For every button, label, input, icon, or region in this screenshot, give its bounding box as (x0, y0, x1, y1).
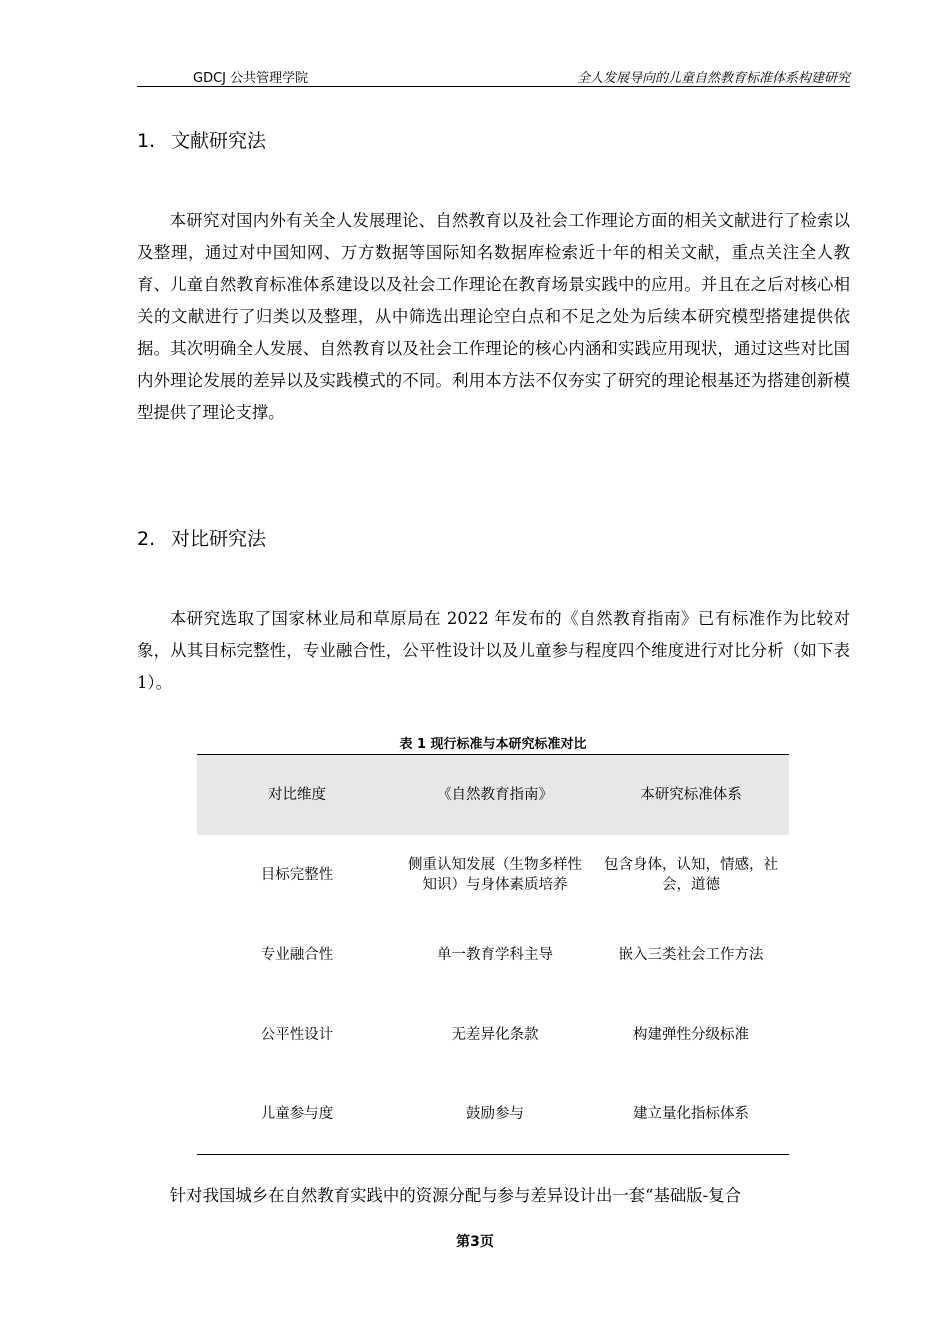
table-cell: 公平性设计 (260, 1026, 334, 1043)
section-title: 对比研究法 (171, 528, 267, 550)
comparison-table (197, 754, 789, 1155)
table-cell: 儿童参与度 (260, 1106, 334, 1123)
closing-paragraph: 针对我国城乡在自然教育实践中的资源分配与参与差异设计出一套“基础版-复合 (169, 1186, 741, 1205)
section-title: 文献研究法 (171, 130, 267, 152)
table-cell: 专业融合性 (260, 946, 334, 963)
table-cell: 包含身体，认知，情感，社会，道德 (604, 856, 778, 893)
table-cell: 建立量化指标体系 (633, 1106, 749, 1123)
header-report-title: 全人发展导向的儿童自然教育标准体系构建研究 (576, 71, 850, 86)
table-header-row (197, 755, 789, 835)
table-header-cell: 《自然教育指南》 (437, 786, 553, 803)
table-cell: 无差异化条款 (451, 1026, 539, 1043)
table-header-cell: 对比维度 (268, 786, 326, 803)
table-caption: 表 1 现行标准与本研究标准对比 (399, 737, 587, 752)
table-row (197, 915, 789, 995)
table-cell: 嵌入三类社会工作方法 (618, 946, 764, 963)
table-row (197, 1075, 789, 1155)
page-number: 第3页 (456, 1234, 494, 1250)
table-cell: 构建弹性分级标准 (633, 1026, 749, 1043)
header-institution: GDCJ 公共管理学院 (193, 71, 309, 86)
section-heading-comparative-research (137, 527, 266, 551)
section-number: 1. (137, 130, 156, 152)
section-heading-literature-research (137, 129, 266, 153)
comparative-research-paragraph: 本研究选取了国家林业局和草原局在 2022 年发布的《自然教育指南》已有标准作为比较对象，从其目标完整性，专业融合性，公平性设计以及儿童参与程度四个维度进行对比分析（如下表 1）。 (137, 609, 850, 692)
table-row (197, 995, 789, 1075)
table-header-cell: 本研究标准体系 (640, 786, 742, 803)
literature-research-paragraph: 本研究对国内外有关全人发展理论、自然教育以及社会工作理论方面的相关文献进行了检索以及整理，通过对中国知网、万方数据等国际知名数据库检索近十年的相关文献，重点关注全人教育、儿童自然教育标准体系建设以及社会工作理论在教育场景实践中的应用。并且在之后对核心相关的文献进行了归类以及整理，从中筛选出理论空白点和不足之处为后续本研究模型搭建提供依据。其次明确全人发展、自然教育以及社会工作理论的核心内涵和实践应用现状，通过这些对比国内外理论发展的差异以及实践模式的不同。利用本方法不仅夯实了研究的理论根基还为搭建创新模型提供了理论支撑。 (137, 211, 850, 422)
page-header (137, 66, 850, 87)
table-row (197, 835, 789, 915)
section-number: 2. (137, 528, 156, 550)
table-cell: 侧重认知发展（生物多样性知识）与身体素质培养 (408, 856, 582, 893)
table-cell: 单一教育学科主导 (437, 946, 553, 963)
table-cell: 目标完整性 (260, 866, 334, 883)
table-cell: 鼓励参与 (466, 1106, 524, 1123)
